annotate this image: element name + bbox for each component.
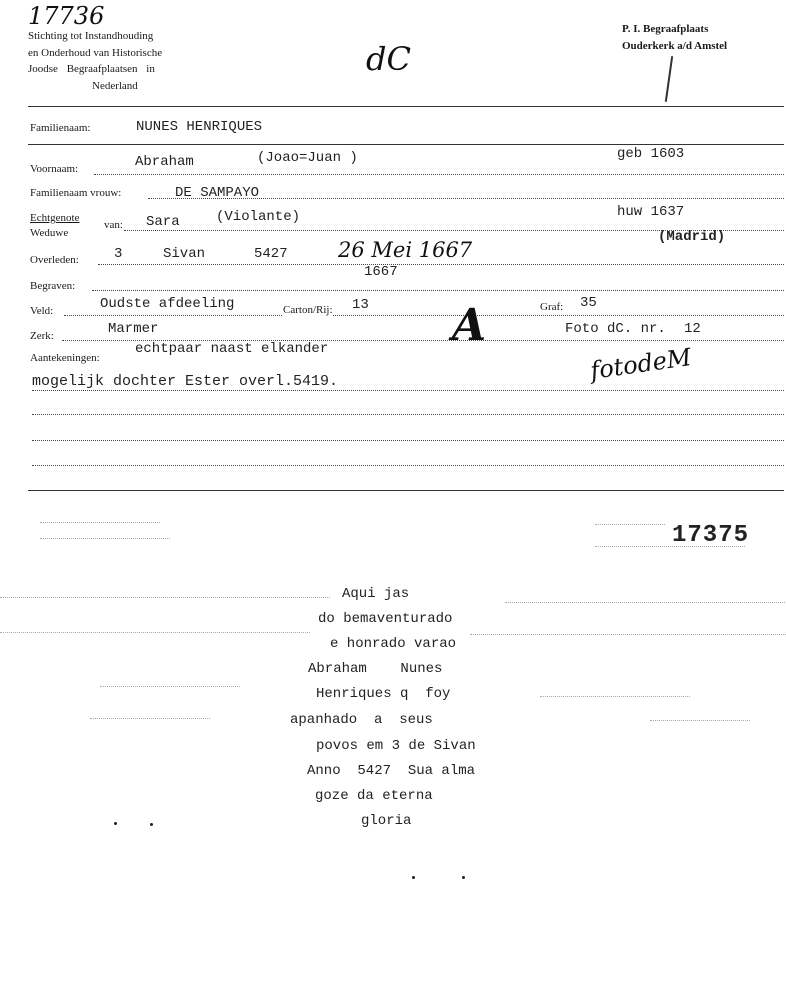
echtgenote-label: Echtgenote (30, 212, 80, 224)
voornaam-value: Abraham (135, 154, 194, 170)
inscription-line: do bemaventurado (318, 611, 453, 627)
echtgenote-value: Sara (146, 214, 180, 230)
familienaam-value: NUNES HENRIQUES (136, 119, 263, 135)
rule (28, 490, 784, 491)
graf-value: 35 (580, 295, 597, 311)
inscription-line: e honrado varao (330, 636, 457, 652)
faint-mark (650, 720, 750, 721)
zerk-letter: A (452, 300, 487, 351)
location-line1: P. I. Begraafplaats (622, 23, 709, 35)
dotted-line (98, 264, 784, 265)
familienaam-vrouw-value: DE SAMPAYO (175, 185, 260, 201)
overleden-day: 3 (114, 246, 123, 262)
overleden-handwritten-date: 26 Mei 1667 (338, 238, 473, 262)
rule (28, 144, 784, 145)
carton-value: 13 (352, 297, 369, 313)
inscription-line: goze da eterna (315, 788, 433, 804)
handwritten-code: dC (366, 40, 411, 78)
veld-value: Oudste afdeeling (100, 296, 235, 312)
faint-mark (100, 686, 240, 687)
graf-label: Graf: (540, 301, 564, 313)
inscription-line: Aqui jas (342, 586, 410, 602)
inscription-line: gloria (361, 813, 412, 829)
note-line2: mogelijk dochter Ester overl.5419. (32, 373, 339, 390)
voornaam-label: Voornaam: (30, 163, 79, 175)
speck (462, 876, 465, 879)
birth-year: geb 1603 (617, 146, 685, 162)
inscription-line: Henriques q foy (316, 686, 451, 702)
org-line: Stichting tot Instandhouding (28, 30, 154, 42)
card-number: 17375 (672, 522, 750, 549)
pen-stroke (665, 56, 673, 102)
dotted-line (64, 315, 784, 316)
org-line: Joodse Begraafplaatsen in (28, 63, 155, 75)
faint-mark (470, 634, 786, 635)
inscription-line: Abraham Nunes (308, 661, 443, 677)
organization-name (28, 28, 162, 94)
carton-label: Carton/Rij: (283, 304, 333, 316)
org-line: en Onderhoud van Historische (28, 46, 163, 59)
faint-mark (0, 597, 330, 598)
overleden-label: Overleden: (30, 254, 79, 266)
marriage-year: huw 1637 (617, 204, 685, 220)
location-line2: Ouderkerk a/d Amstel (622, 40, 728, 52)
weduwe-label: Weduwe (30, 227, 69, 239)
faint-mark (40, 538, 170, 539)
faint-mark (505, 602, 785, 603)
faint-mark (40, 522, 160, 523)
echtgenote-alias: (Violante) (216, 209, 301, 225)
faint-mark (540, 696, 690, 697)
speck (412, 876, 415, 879)
signature: fotodeM (588, 343, 694, 385)
van-label: van: (104, 219, 123, 231)
dotted-line (32, 465, 784, 466)
inscription-line: Anno 5427 Sua alma (307, 763, 476, 779)
faint-mark (90, 718, 210, 719)
foto-label: Foto dC. nr. (565, 321, 666, 337)
marriage-place: (Madrid) (658, 229, 726, 245)
zerk-label: Zerk: (30, 330, 54, 342)
familienaam-label: Familienaam: (30, 122, 91, 134)
speck (114, 822, 117, 825)
dotted-line (32, 440, 784, 441)
dotted-line (32, 414, 784, 415)
rule (28, 106, 784, 107)
overleden-month: Sivan (163, 246, 206, 262)
note-line1: echtpaar naast elkander (135, 341, 329, 357)
speck (150, 823, 153, 826)
faint-mark (595, 524, 665, 525)
veld-label: Veld: (30, 305, 54, 317)
aantekeningen-label: Aantekeningen: (30, 352, 100, 364)
dotted-line (92, 290, 784, 291)
begraven-label: Begraven: (30, 280, 76, 292)
overleden-civil-year: 1667 (364, 264, 398, 280)
foto-value: 12 (684, 321, 701, 337)
voornaam-alias: (Joao=Juan ) (257, 150, 358, 166)
dotted-line (32, 390, 784, 391)
faint-mark (0, 632, 310, 633)
zerk-value: Marmer (108, 321, 159, 337)
familienaam-vrouw-label: Familienaam vrouw: (30, 187, 122, 199)
inscription-line: apanhado a seus (290, 712, 433, 728)
org-line: Nederland (92, 79, 138, 92)
dotted-line (94, 174, 784, 175)
inscription-line: povos em 3 de Sivan (316, 738, 476, 754)
overleden-year: 5427 (254, 246, 288, 262)
handwritten-number: 17736 (28, 2, 105, 30)
